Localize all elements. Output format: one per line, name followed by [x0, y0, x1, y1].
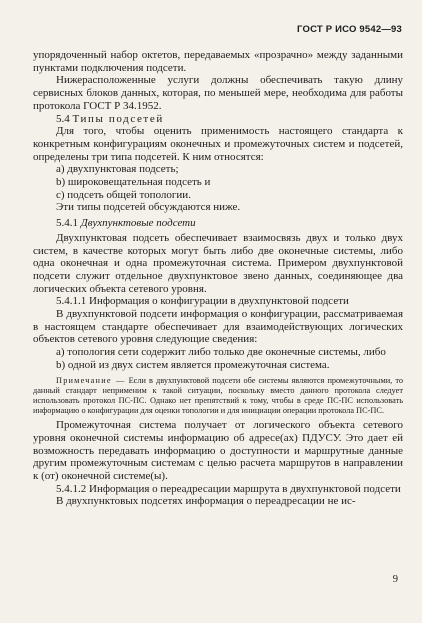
- paragraph-applicability: Для того, чтобы оценить применимость настоящего стандарта к конкретным конфигурациям оконечных и промежуточных систем и подсетей, определены три типа подсетей. К ним относятся:: [33, 125, 403, 163]
- list-item-a: а) двухпунктовая подсеть;: [56, 163, 179, 176]
- running-header: ГОСТ Р ИСО 9542—93: [297, 24, 402, 35]
- paragraph-continuation: упорядоченный набор октетов, передаваемых «прозрачно» между заданными пунктами подключения подсети.: [33, 49, 403, 74]
- section-title: Типы подсетей: [72, 112, 164, 125]
- note-label: Примечание —: [56, 375, 126, 385]
- section-number: 5.4: [56, 112, 70, 125]
- section-heading-5-4-1-2: 5.4.1.2 Информация о переадресации маршрута в двухпунктовой подсети: [56, 482, 401, 495]
- paragraph-discussed-below: Эти типы подсетей обсуждаются ниже.: [56, 201, 241, 214]
- body-text: [33, 49, 403, 508]
- list-item-topology-b: b) одной из двух систем является промежуточная система.: [56, 358, 330, 371]
- paragraph-redirect: В двухпунктовых подсетях информация о переадресации не ис-: [56, 495, 356, 508]
- paragraph-config-info: В двухпунктовой подсети информация о конфигурации, рассматриваемая в настоящем стандарте обеспечивает для взаимодействующих логических объектов сетевого уровня следующие сведения:: [33, 308, 403, 346]
- note: [33, 376, 403, 417]
- paragraph-services: Нижерасположенные услуги должны обеспечивать такую длину сервисных блоков данных, которая, по меньшей мере, необходима для работы протокола ГОСТ Р 34.1952.: [33, 74, 403, 112]
- paragraph-point-to-point: Двухпунктовая подсеть обеспечивает взаимосвязь двух и только двух систем, в качестве которых могут быть либо две оконечные системы, либо одна оконечная и одна промежуточная система. Примером двухпунктовой подсети служит отдельное двухпунктовое звено данных, соединяющее два логических объекта сетевого уровня.: [33, 231, 403, 295]
- list-item-topology-a: а) топология сети содержит либо только две оконечные системы, либо: [56, 346, 386, 359]
- section-heading-5-4: [56, 113, 403, 126]
- section-number: 5.4.1: [56, 216, 78, 229]
- section-heading-5-4-1-1: 5.4.1.1 Информация о конфигурации в двухпунктовой подсети: [56, 295, 349, 308]
- list-item-c: с) подсеть общей топологии.: [56, 188, 191, 201]
- page-number: 9: [392, 574, 398, 585]
- paragraph-intermediate-system: Промежуточная система получает от логического объекта сетевого уровня оконечной системы информацию об адресе(ах) ПДУСУ. Это дает ей возможность передавать информацию о доступности и маршрутные данные другим промежуточным системам с целью расчета маршрутов в направлении к (от) оконечной системе(ы).: [33, 419, 403, 483]
- section-title: Двухпунктовые подсети: [80, 216, 196, 229]
- note-text: Если в двухпунктовой подсети обе системы являются промежуточными, то данный стандарт неприменим к такой ситуации, поскольку вместо данного протокола следует использовать протокол ПС-ПС. Однако нет препятствий к тому, чтобы в среде ПС-ПС использовать информацию о конфигурации для оценки топологии и для инициации операции протокола ПС-ПС.: [33, 375, 403, 416]
- section-heading-5-4-1: [56, 217, 403, 230]
- list-item-b: b) широковещательная подсеть и: [56, 176, 211, 189]
